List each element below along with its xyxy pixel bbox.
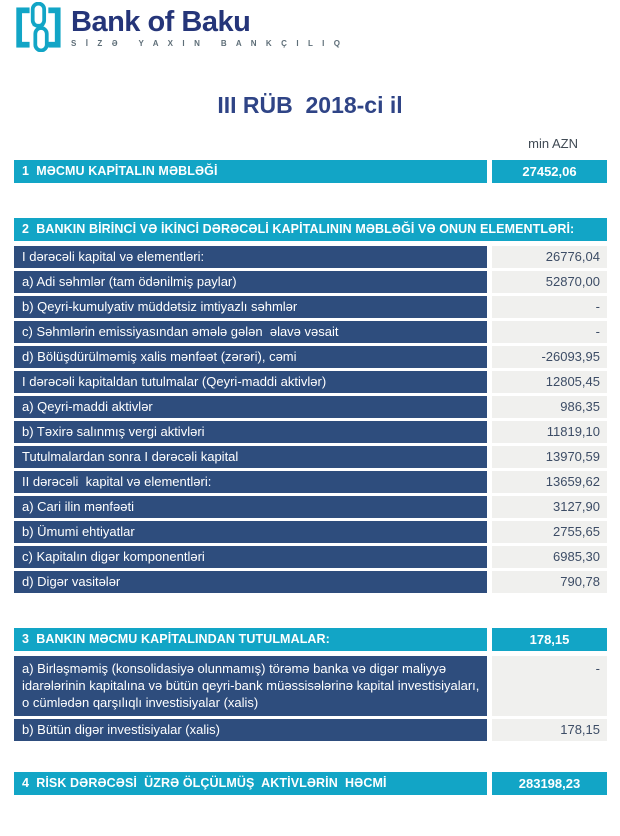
row-value: - [492,296,607,318]
table-row [14,296,607,318]
row-label: d) Digər vasitələr [14,571,487,593]
row-value: - [492,656,607,716]
spacer [14,596,607,628]
row-value: 13659,62 [492,471,607,493]
row-label: I dərəcəli kapitaldan tutulmalar (Qeyri-maddi aktivlər) [14,371,487,393]
capital-table [14,160,607,795]
table-row [14,271,607,293]
row-value: 3127,90 [492,496,607,518]
table-row [14,571,607,593]
table-row [14,396,607,418]
table-row [14,546,607,568]
table-row [14,246,607,268]
table-row [14,321,607,343]
row-value: 6985,30 [492,546,607,568]
row-label: a) Cari ilin mənfəəti [14,496,487,518]
row-label: II dərəcəli kapital və elementləri: [14,471,487,493]
brand-name: Bank of Baku [71,6,251,38]
spacer [14,183,607,218]
row-label: a) Birləşməmiş (konsolidasiyə olunmamış) törəmə banka və digər maliyyə idarələrinin kapitalına və bütün qeyri-bank müəssisələrinə kapital investisiyaları, o cümlədən qarşılıqlı investisiyalar (xalis) [14,656,487,716]
brand-tagline: S İ Z Ə Y A X I N B A N K Ç I L I Q [71,39,344,48]
row-value: 790,78 [492,571,607,593]
section-3-value: 178,15 [492,628,607,651]
row-label: b) Təxirə salınmış vergi aktivləri [14,421,487,443]
unit-label: min AZN [528,136,578,151]
table-row [14,421,607,443]
section-4-label: 4 RİSK DƏRƏCƏSİ ÜZRƏ ÖLÇÜLMÜŞ AKTİVLƏRİN HƏCMİ [14,772,487,795]
section-3-label: 3 BANKIN MƏCMU KAPİTALINDAN TUTULMALAR: [14,628,487,651]
table-row [14,346,607,368]
section-1-header [14,160,607,183]
row-label: Tutulmalardan sonra I dərəcəli kapital [14,446,487,468]
section-1-label: 1 MƏCMU KAPİTALIN MƏBLƏĞİ [14,160,487,183]
table-row [14,656,607,716]
section-4-value: 283198,23 [492,772,607,795]
row-value: 12805,45 [492,371,607,393]
row-value: 986,35 [492,396,607,418]
row-value: 26776,04 [492,246,607,268]
row-label: b) Bütün digər investisiyalar (xalis) [14,719,487,741]
row-label: b) Qeyri-kumulyativ müddətsiz imtiyazlı səhmlər [14,296,487,318]
table-row [14,719,607,741]
section-3-header [14,628,607,651]
row-label: a) Adi səhmlər (tam ödənilmiş paylar) [14,271,487,293]
table-row [14,371,607,393]
row-label: d) Bölüşdürülməmiş xalis mənfəət (zərəri), cəmi [14,346,487,368]
row-label: c) Səhmlərin emissiyasından əmələ gələn əlavə vəsait [14,321,487,343]
table-row [14,446,607,468]
brand-header [16,2,344,52]
row-value: 2755,65 [492,521,607,543]
table-row [14,471,607,493]
row-label: c) Kapitalın digər komponentləri [14,546,487,568]
brand-text [71,2,344,48]
table-row [14,521,607,543]
row-value: 178,15 [492,719,607,741]
row-value: -26093,95 [492,346,607,368]
section-2-header [14,218,607,241]
section-2-rows [14,246,607,593]
row-label: a) Qeyri-maddi aktivlər [14,396,487,418]
chain-links-icon [16,2,64,52]
spacer [14,744,607,772]
row-label: b) Ümumi ehtiyatlar [14,521,487,543]
section-4-header [14,772,607,795]
report-title: III RÜB 2018-ci il [217,92,403,118]
section-2-label: 2 BANKIN BİRİNCİ VƏ İKİNCİ DƏRƏCƏLİ KAPİTALININ MƏBLƏĞİ VƏ ONUN ELEMENTLƏRİ: [14,218,607,241]
section-1-value: 27452,06 [492,160,607,183]
row-value: 52870,00 [492,271,607,293]
row-value: 11819,10 [492,421,607,443]
section-3-rows [14,656,607,741]
table-row [14,496,607,518]
row-value: 13970,59 [492,446,607,468]
row-value: - [492,321,607,343]
row-label: I dərəcəli kapital və elementləri: [14,246,487,268]
